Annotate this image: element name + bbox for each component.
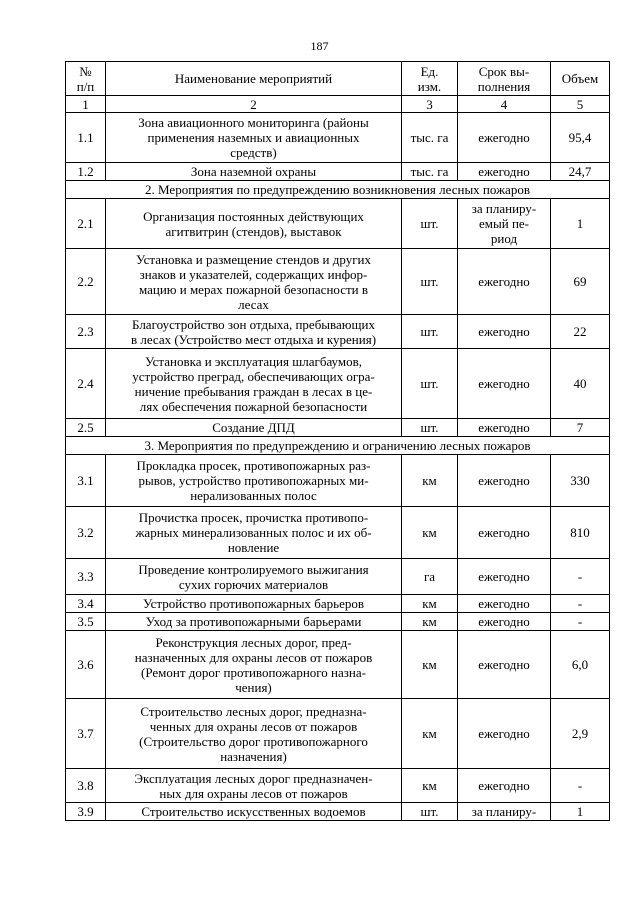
measure-volume: -: [551, 559, 610, 595]
section-row: [66, 181, 610, 199]
measure-term: ежегодно: [458, 699, 551, 769]
measure-term: ежегодно: [458, 249, 551, 315]
row-number: 1.2: [66, 163, 106, 181]
header-volume: Объем: [551, 62, 610, 96]
column-number: 5: [551, 96, 610, 113]
table-row: [66, 559, 610, 595]
header-name: Наименование мероприятий: [106, 62, 402, 96]
table-row: [66, 595, 610, 613]
measure-unit: км: [402, 699, 458, 769]
table-row: [66, 249, 610, 315]
row-number: 2.4: [66, 349, 106, 419]
measure-unit: шт.: [402, 199, 458, 249]
measure-unit: шт.: [402, 315, 458, 349]
measure-volume: 810: [551, 507, 610, 559]
measure-unit: тыс. га: [402, 163, 458, 181]
measure-volume: 40: [551, 349, 610, 419]
measure-term: за планиру-: [458, 803, 551, 821]
row-number: 2.1: [66, 199, 106, 249]
measure-name: Строительство искусственных водоемов: [106, 803, 402, 821]
measure-term: за планиру- емый пе- риод: [458, 199, 551, 249]
column-number: 4: [458, 96, 551, 113]
measure-unit: га: [402, 559, 458, 595]
measure-name: Эксплуатация лесных дорог предназначен- ных для охраны лесов от пожаров: [106, 769, 402, 803]
table-row: [66, 419, 610, 437]
measure-name: Зона наземной охраны: [106, 163, 402, 181]
measure-unit: шт.: [402, 803, 458, 821]
header-num: № п/п: [66, 62, 106, 96]
row-number: 2.2: [66, 249, 106, 315]
table-row: [66, 699, 610, 769]
measure-volume: -: [551, 769, 610, 803]
measure-term: ежегодно: [458, 595, 551, 613]
measure-unit: шт.: [402, 349, 458, 419]
row-number: 3.9: [66, 803, 106, 821]
measure-volume: -: [551, 613, 610, 631]
measure-volume: 1: [551, 199, 610, 249]
measure-volume: 7: [551, 419, 610, 437]
row-number: 3.8: [66, 769, 106, 803]
table-row: [66, 349, 610, 419]
measure-unit: км: [402, 455, 458, 507]
row-number: 3.6: [66, 631, 106, 699]
measure-term: ежегодно: [458, 163, 551, 181]
column-number: 2: [106, 96, 402, 113]
measure-name: Устройство противопожарных барьеров: [106, 595, 402, 613]
measure-unit: шт.: [402, 249, 458, 315]
measure-volume: 95,4: [551, 113, 610, 163]
table-row: [66, 199, 610, 249]
measure-volume: -: [551, 595, 610, 613]
table-row: [66, 803, 610, 821]
column-number-row: [66, 96, 610, 113]
row-number: 3.1: [66, 455, 106, 507]
table-row: [66, 613, 610, 631]
table-row: [66, 455, 610, 507]
measure-term: ежегодно: [458, 507, 551, 559]
measure-term: ежегодно: [458, 769, 551, 803]
measure-name: Уход за противопожарными барьерами: [106, 613, 402, 631]
measure-term: ежегодно: [458, 631, 551, 699]
measure-unit: км: [402, 507, 458, 559]
row-number: 2.5: [66, 419, 106, 437]
measure-term: ежегодно: [458, 559, 551, 595]
row-number: 3.7: [66, 699, 106, 769]
measure-unit: км: [402, 631, 458, 699]
measure-name: Зона авиационного мониторинга (районы применения наземных и авиационных средств): [106, 113, 402, 163]
measure-term: ежегодно: [458, 349, 551, 419]
section-row: [66, 437, 610, 455]
measure-volume: 330: [551, 455, 610, 507]
measure-volume: 1: [551, 803, 610, 821]
measure-name: Проведение контролируемого выжигания сухих горючих материалов: [106, 559, 402, 595]
column-number: 1: [66, 96, 106, 113]
row-number: 1.1: [66, 113, 106, 163]
header-unit: Ед. изм.: [402, 62, 458, 96]
measure-term: ежегодно: [458, 613, 551, 631]
row-number: 3.5: [66, 613, 106, 631]
row-number: 3.3: [66, 559, 106, 595]
page-number: 187: [310, 39, 329, 53]
measure-unit: шт.: [402, 419, 458, 437]
measure-unit: тыс. га: [402, 113, 458, 163]
measure-name: Благоустройство зон отдыха, пребывающих в лесах (Устройство мест отдыха и курения): [106, 315, 402, 349]
measure-term: ежегодно: [458, 315, 551, 349]
measure-name: Установка и размещение стендов и других знаков и указателей, содержащих инфор- мацию и мерах пожарной безопасности в лесах: [106, 249, 402, 315]
measure-term: ежегодно: [458, 113, 551, 163]
measure-name: Прочистка просек, прочистка противопо- жарных минерализованных полос и их об- новление: [106, 507, 402, 559]
table-row: [66, 769, 610, 803]
measure-name: Реконструкция лесных дорог, пред- назначенных для охраны лесов от пожаров (Ремонт дорог противопожарного назна- чения): [106, 631, 402, 699]
table-row: [66, 315, 610, 349]
section-title: 3. Мероприятия по предупреждению и ограничению лесных пожаров: [66, 437, 610, 455]
table-row: [66, 113, 610, 163]
section-title: 2. Мероприятия по предупреждению возникновения лесных пожаров: [66, 181, 610, 199]
table-row: [66, 507, 610, 559]
measure-volume: 6,0: [551, 631, 610, 699]
header-row: [66, 62, 610, 96]
measure-name: Организация постоянных действующих агитвитрин (стендов), выставок: [106, 199, 402, 249]
row-number: 2.3: [66, 315, 106, 349]
measure-name: Строительство лесных дорог, предназна- ченных для охраны лесов от пожаров (Строительство дорог противопожарного назначения): [106, 699, 402, 769]
measure-volume: 2,9: [551, 699, 610, 769]
measure-volume: 69: [551, 249, 610, 315]
measure-volume: 22: [551, 315, 610, 349]
measures-table: [65, 61, 610, 821]
measure-unit: км: [402, 769, 458, 803]
measure-name: Создание ДПД: [106, 419, 402, 437]
row-number: 3.4: [66, 595, 106, 613]
row-number: 3.2: [66, 507, 106, 559]
table-row: [66, 631, 610, 699]
measure-unit: км: [402, 613, 458, 631]
measure-term: ежегодно: [458, 455, 551, 507]
measure-name: Прокладка просек, противопожарных раз- рывов, устройство противопожарных ми- нерализованных полос: [106, 455, 402, 507]
measure-volume: 24,7: [551, 163, 610, 181]
measure-term: ежегодно: [458, 419, 551, 437]
table-row: [66, 163, 610, 181]
column-number: 3: [402, 96, 458, 113]
header-term: Срок вы- полнения: [458, 62, 551, 96]
measure-unit: км: [402, 595, 458, 613]
measure-name: Установка и эксплуатация шлагбаумов, устройство преград, обеспечивающих огра- ничение пребывания граждан в лесах в це- лях обеспечения пожарной безопасности: [106, 349, 402, 419]
